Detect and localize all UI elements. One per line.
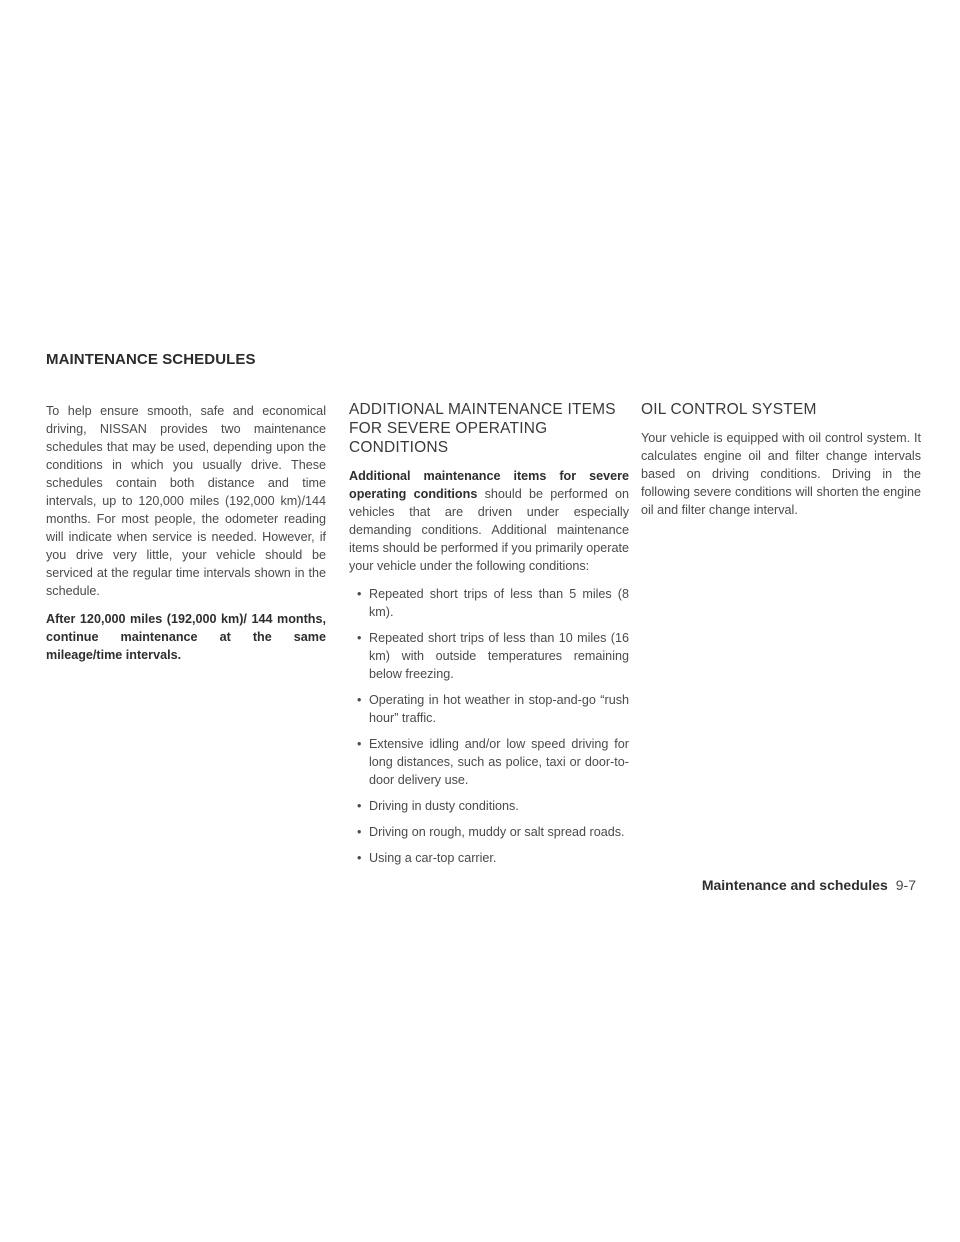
bullet-icon: •	[357, 693, 362, 707]
condition-text: Using a car-top carrier.	[369, 851, 497, 865]
interval-note: After 120,000 miles (192,000 km)/ 144 months, continue maintenance at the same mileage/time intervals.	[46, 612, 326, 662]
condition-text: Operating in hot weather in stop-and-go “rush hour” traffic.	[369, 693, 629, 725]
bullet-icon: •	[357, 737, 362, 751]
severe-conditions-lead-text: should be performed on vehicles that are driven under especially demanding conditions. Additional maintenance items should be performed if you primarily operate your vehicle under the following conditions:	[349, 487, 629, 573]
condition-text: Repeated short trips of less than 10 miles (16 km) with outside temperatures remaining below freezing.	[369, 631, 629, 681]
bullet-icon: •	[357, 799, 362, 813]
condition-text: Repeated short trips of less than 5 miles (8 km).	[369, 587, 629, 619]
list-item	[349, 691, 629, 727]
page-footer	[702, 877, 916, 893]
intro-paragraph: To help ensure smooth, safe and economical driving, NISSAN provides two maintenance schedules that may be used, depending upon the conditions in which you usually drive. These schedules contain both distance and time intervals, up to 120,000 miles (192,000 km)/144 months. For most people, the odometer reading will indicate when service is needed. However, if you drive very little, your vehicle should be serviced at the regular time intervals shown in the schedule.	[46, 404, 326, 598]
condition-text: Extensive idling and/or low speed driving for long distances, such as police, taxi or door-to-door delivery use.	[369, 737, 629, 787]
column-oil-control	[641, 402, 921, 529]
list-item	[349, 629, 629, 683]
list-item	[349, 849, 629, 867]
condition-text: Driving in dusty conditions.	[369, 799, 519, 813]
oil-control-heading: OIL CONTROL SYSTEM	[641, 401, 817, 418]
condition-text: Driving on rough, muddy or salt spread roads.	[369, 825, 625, 839]
oil-control-paragraph: Your vehicle is equipped with oil control system. It calculates engine oil and filter change intervals based on driving conditions. Driving in the following severe conditions will shorten the engine oil and filter change interval.	[641, 431, 921, 517]
bullet-icon: •	[357, 851, 362, 865]
bullet-icon: •	[357, 587, 362, 601]
list-item	[349, 585, 629, 621]
severe-conditions-list	[349, 585, 629, 867]
chapter-title: Maintenance and schedules	[701, 877, 888, 893]
list-item	[349, 797, 629, 815]
list-item	[349, 823, 629, 841]
bullet-icon: •	[357, 825, 362, 839]
list-item	[349, 735, 629, 789]
severe-conditions-lead-bold: Additional maintenance items for severe operating conditions	[349, 469, 629, 501]
page-number: 9-7	[895, 877, 916, 893]
severe-conditions-heading: ADDITIONAL MAINTENANCE ITEMS FOR SEVERE OPERATING CONDITIONS	[349, 401, 616, 456]
bullet-icon: •	[357, 631, 362, 645]
column-intro	[46, 402, 326, 674]
column-severe-conditions	[349, 402, 629, 875]
section-title: MAINTENANCE SCHEDULES	[46, 351, 256, 368]
severe-conditions-lead	[349, 467, 629, 575]
